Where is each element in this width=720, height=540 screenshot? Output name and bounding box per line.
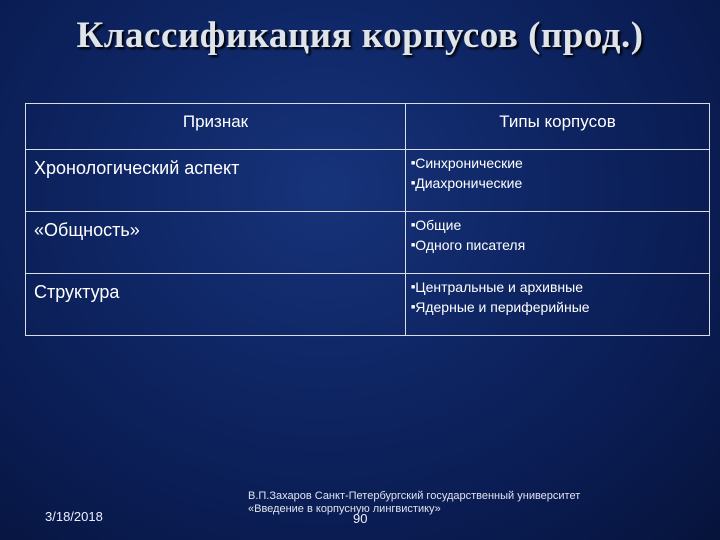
footer-date: 3/18/2018 bbox=[45, 509, 103, 524]
type-label: Одного писателя bbox=[415, 236, 526, 253]
column-header-types: Типы корпусов bbox=[406, 104, 710, 150]
bullet-icon: ■ bbox=[411, 241, 416, 249]
row-types-cell bbox=[406, 150, 710, 212]
bullet-icon: ■ bbox=[411, 283, 416, 291]
type-label: Диахронические bbox=[415, 174, 523, 191]
bullet-icon: ■ bbox=[411, 179, 416, 187]
bullet-icon: ■ bbox=[411, 221, 416, 229]
slide-title: Классификация корпусов (прод.) bbox=[76, 15, 644, 56]
row-types-cell bbox=[406, 274, 710, 336]
column-header-feature: Признак bbox=[26, 104, 406, 150]
list-item bbox=[411, 298, 709, 318]
classification-table bbox=[25, 103, 710, 336]
list-item bbox=[411, 278, 709, 298]
list-item bbox=[411, 154, 709, 174]
list-item bbox=[411, 236, 709, 256]
footer-author bbox=[248, 490, 580, 516]
table-row bbox=[26, 150, 710, 212]
bullet-icon: ■ bbox=[411, 159, 416, 167]
footer-author-line: В.П.Захаров Санкт-Петербургский государственный университет bbox=[248, 490, 581, 502]
table-header-row bbox=[26, 104, 710, 150]
row-feature-label: Хронологический аспект bbox=[26, 150, 406, 212]
type-label: Общие bbox=[415, 217, 462, 233]
page-number: 90 bbox=[353, 511, 368, 526]
row-types-cell bbox=[406, 212, 710, 274]
type-label: Центральные и архивные bbox=[415, 279, 583, 295]
bullet-icon: ■ bbox=[411, 303, 416, 311]
list-item bbox=[411, 174, 709, 194]
table-row bbox=[26, 274, 710, 336]
row-feature-label: Структура bbox=[26, 274, 406, 336]
type-label: Синхронические bbox=[415, 155, 523, 171]
list-item bbox=[411, 216, 709, 236]
table-row bbox=[26, 212, 710, 274]
row-feature-label: «Общность» bbox=[26, 212, 406, 274]
footer-course-line: «Введение в корпусную лингвистику» bbox=[248, 503, 441, 515]
type-label: Ядерные и периферийные bbox=[415, 298, 590, 315]
